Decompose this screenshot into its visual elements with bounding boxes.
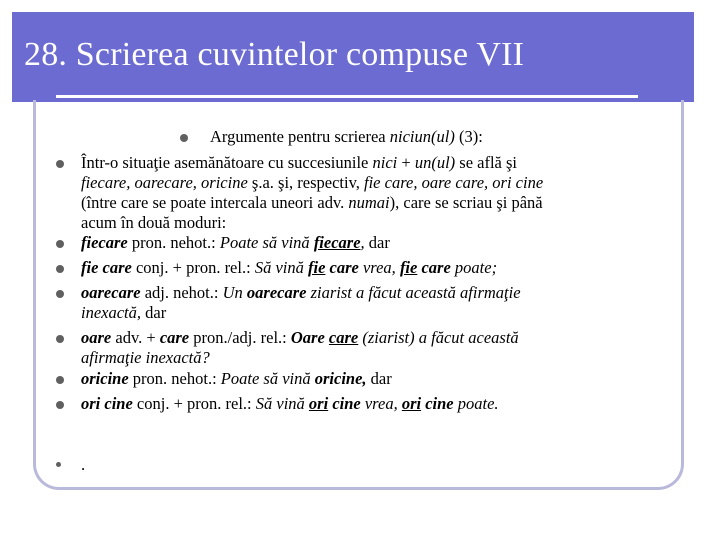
list-item-line [81,395,720,413]
text-segment: dar [366,369,392,388]
list-item-line [81,329,720,347]
list-item-line [81,370,720,388]
text-segment: acum în două moduri: [81,213,227,232]
bullet-icon [180,134,188,142]
text-segment: Oare [290,328,325,347]
slide-title: 28. Scrierea cuvintelor compuse VII [24,36,525,73]
text-segment: ori cine [81,394,133,413]
bullet-icon [56,401,64,409]
text-segment: care [159,328,190,347]
text-segment: (între care se poate intercala uneori adv. [81,193,349,212]
text-segment: care [421,258,451,277]
text-segment: cine [332,394,361,413]
bullet-icon [56,462,61,467]
slide-header [0,0,720,105]
text-segment: (ziarist) a făcut această [358,328,519,347]
list-item-line [210,128,720,146]
text-segment: Poate să vină [219,233,314,252]
bullet-icon [56,160,64,168]
bullet-icon [56,335,64,343]
text-segment: fiecare [81,233,128,252]
list-item-line [81,349,720,367]
list-item-line [81,214,720,232]
text-segment: pron. nehot.: [127,233,220,252]
text-segment: cine [425,394,454,413]
list-item-line [81,234,720,252]
text-segment: ), care se scriau şi până [389,193,543,212]
text-segment: poate; [450,258,498,277]
list-item-line [81,174,720,192]
text-segment: Să vină [254,258,308,277]
title-underline [56,95,638,98]
text-segment: fiecare [313,233,361,252]
text-segment: + [397,153,415,172]
text-segment: Un [222,283,247,302]
list-item-line [81,154,720,172]
text-segment: adj. nehot.: [140,283,223,302]
text-segment: adv. + [111,328,160,347]
text-segment: fie care, oare care, ori cine [364,173,544,192]
text-segment: dar [141,303,167,322]
text-segment: ori [401,394,422,413]
text-segment: . [81,455,86,474]
list-item-line [81,304,720,322]
list-item-line [81,259,720,277]
text-segment: oricine [81,369,129,388]
text-segment: poate. [453,394,499,413]
text-segment: pron. nehot.: [128,369,221,388]
text-segment: pron./adj. rel.: [189,328,291,347]
text-segment: , [360,233,365,252]
list-item-line [81,284,720,302]
text-segment: afirmaţie inexactă? [81,348,210,367]
text-segment: Să vină [255,394,309,413]
bullet-icon [56,376,64,384]
text-segment: Poate să vină [220,369,315,388]
text-segment: fiecare, oarecare, oricine [81,173,248,192]
text-segment: niciun(ul) [389,127,455,146]
text-segment: oarecare [81,283,141,302]
bullet-icon [56,290,64,298]
bullet-icon [56,240,64,248]
text-segment: care [328,328,359,347]
text-segment: fie care [81,258,132,277]
text-segment: conj. + pron. rel.: [132,394,256,413]
text-segment: nici [372,153,398,172]
text-segment: oare [81,328,112,347]
text-segment: vrea, [360,394,402,413]
text-segment: un(ul) [414,153,456,172]
text-segment: conj. + pron. rel.: [131,258,255,277]
text-segment: Argumente pentru scrierea [210,127,390,146]
text-segment: dar [364,233,390,252]
text-segment: care [329,258,359,277]
text-segment: inexactă, [81,303,142,322]
text-segment: se află şi [455,153,518,172]
text-segment: oarecare [246,283,307,302]
text-segment: ziarist a făcut această afirmaţie [306,283,521,302]
bullet-icon [56,265,64,273]
text-segment: vrea, [358,258,400,277]
text-segment: numai [348,193,390,212]
text-segment: ş.a. şi, respectiv, [247,173,365,192]
text-segment: Într-o situaţie asemănătoare cu succesiunile [81,153,373,172]
list-item-line [81,456,720,474]
text-segment: fie [399,258,418,277]
list-item-line [81,194,720,212]
text-segment: fie [307,258,326,277]
text-segment: (3): [454,127,483,146]
text-segment: oricine, [314,369,367,388]
text-segment: ori [308,394,329,413]
